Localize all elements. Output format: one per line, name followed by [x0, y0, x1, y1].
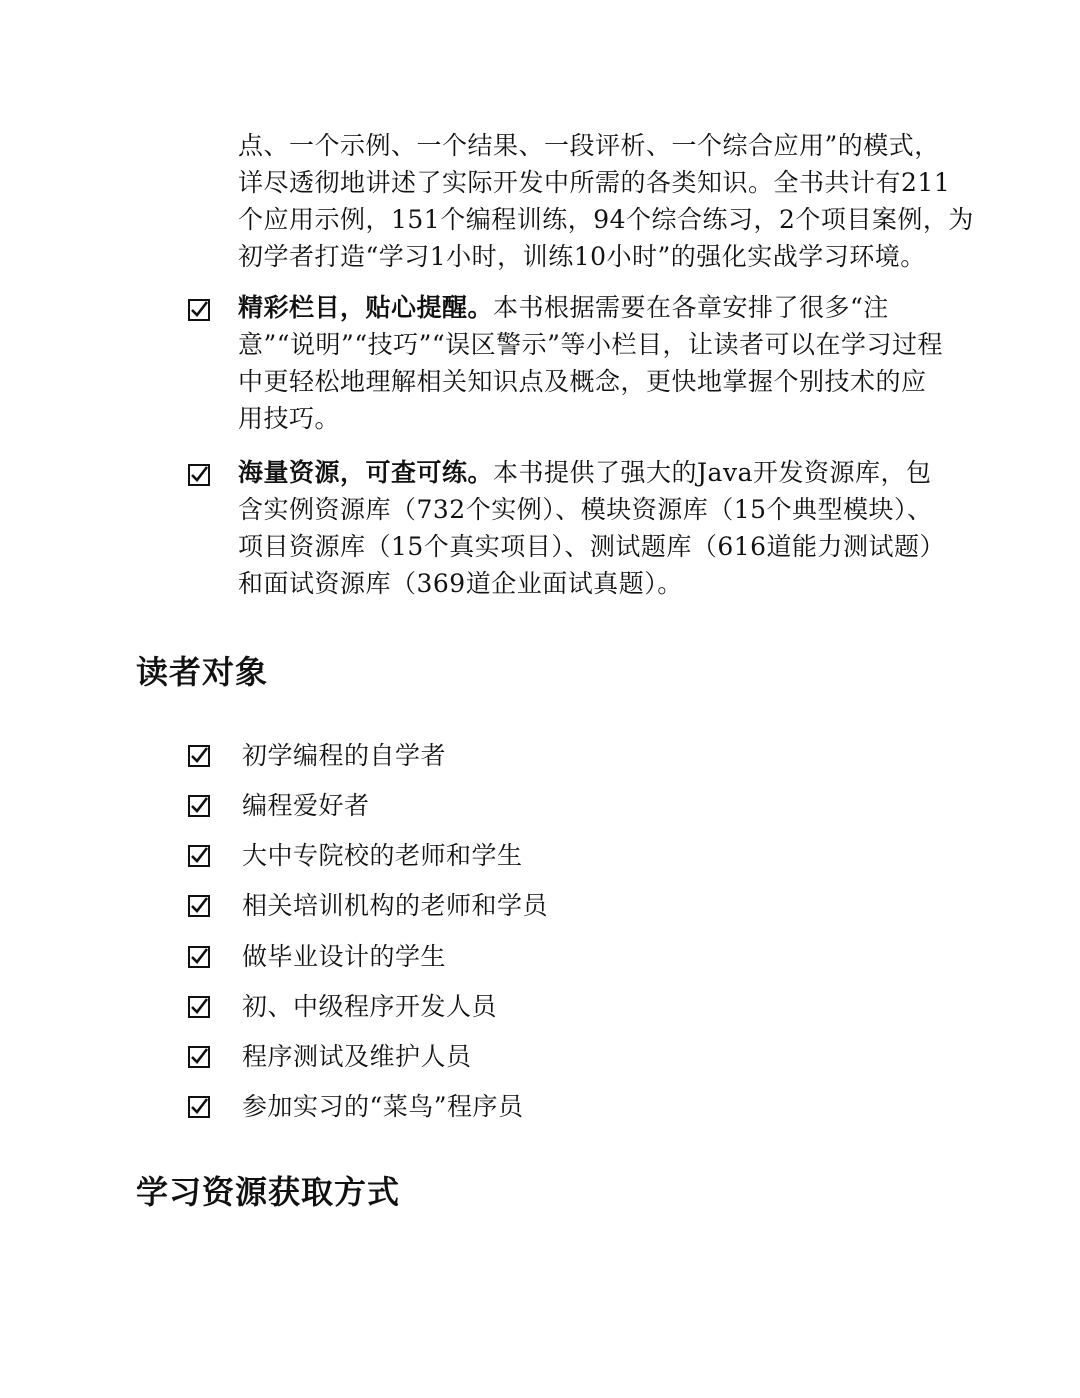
reader-list-item: [188, 789, 788, 823]
reader-label: 参加实习的“菜鸟”程序员: [242, 1092, 524, 1121]
checkbox-checked-icon: [188, 795, 210, 817]
checkbox-checked-icon: [188, 895, 210, 917]
reader-label: 相关培训机构的老师和学员: [242, 891, 549, 920]
checkbox-checked-icon: [188, 946, 210, 968]
checkbox-checked-icon: [188, 745, 210, 767]
section-title-readers: 读者对象: [136, 653, 269, 691]
reader-label: 初、中级程序开发人员: [242, 992, 498, 1021]
feature-text: 本书提供了强大的Java开发资源库，包含实例资源库（732个实例）、模块资源库（15个典型模块）、项目资源库（15个真实项目）、测试题库（616道能力测试题）和面试资源库（369道企业面试真题）。: [238, 458, 946, 598]
reader-label: 初学编程的自学者: [242, 741, 447, 770]
reader-list-item: [188, 990, 788, 1024]
reader-label: 大中专院校的老师和学生: [242, 841, 523, 870]
intro-line-2: 详尽透彻地讲述了实际开发中所需的各类知识。全书共计有211: [238, 168, 951, 197]
feature-body: [238, 289, 948, 437]
intro-line-1: 点、一个示例、一个结果、一段评析、一个综合应用”的模式，: [238, 131, 940, 160]
checkbox-checked-icon: [188, 1096, 210, 1118]
section-title-resources: 学习资源获取方式: [136, 1173, 401, 1211]
reader-list-item: [188, 739, 788, 773]
checkbox-checked-icon: [188, 845, 210, 867]
reader-label: 做毕业设计的学生: [242, 942, 447, 971]
reader-list-item: [188, 1090, 788, 1124]
checkbox-checked-icon: [188, 1046, 210, 1068]
reader-label: 编程爱好者: [242, 791, 370, 820]
reader-list-item: [188, 839, 788, 873]
intro-line-3: 个应用示例，151个编程训练，94个综合练习，2个项目案例，为: [238, 205, 974, 234]
reader-list-item: [188, 940, 788, 974]
intro-line-4: 初学者打造“学习1小时，训练10小时”的强化实战学习环境。: [238, 242, 926, 271]
feature-lead: 精彩栏目，贴心提醒。: [238, 293, 494, 322]
feature-lead: 海量资源，可查可练。: [238, 458, 494, 487]
checkbox-checked-icon: [188, 299, 210, 321]
feature-body: [238, 454, 948, 602]
reader-list-item: [188, 1040, 788, 1074]
feature-text: 本书根据需要在各章安排了很多“注意”“说明”“技巧”“误区警示”等小栏目，让读者可以在学习过程中更轻松地理解相关知识点及概念，更快地掌握个别技术的应用技巧。: [238, 293, 943, 433]
reader-list-item: [188, 889, 788, 923]
checkbox-checked-icon: [188, 996, 210, 1018]
reader-label: 程序测试及维护人员: [242, 1042, 472, 1071]
checkbox-checked-icon: [188, 464, 210, 486]
